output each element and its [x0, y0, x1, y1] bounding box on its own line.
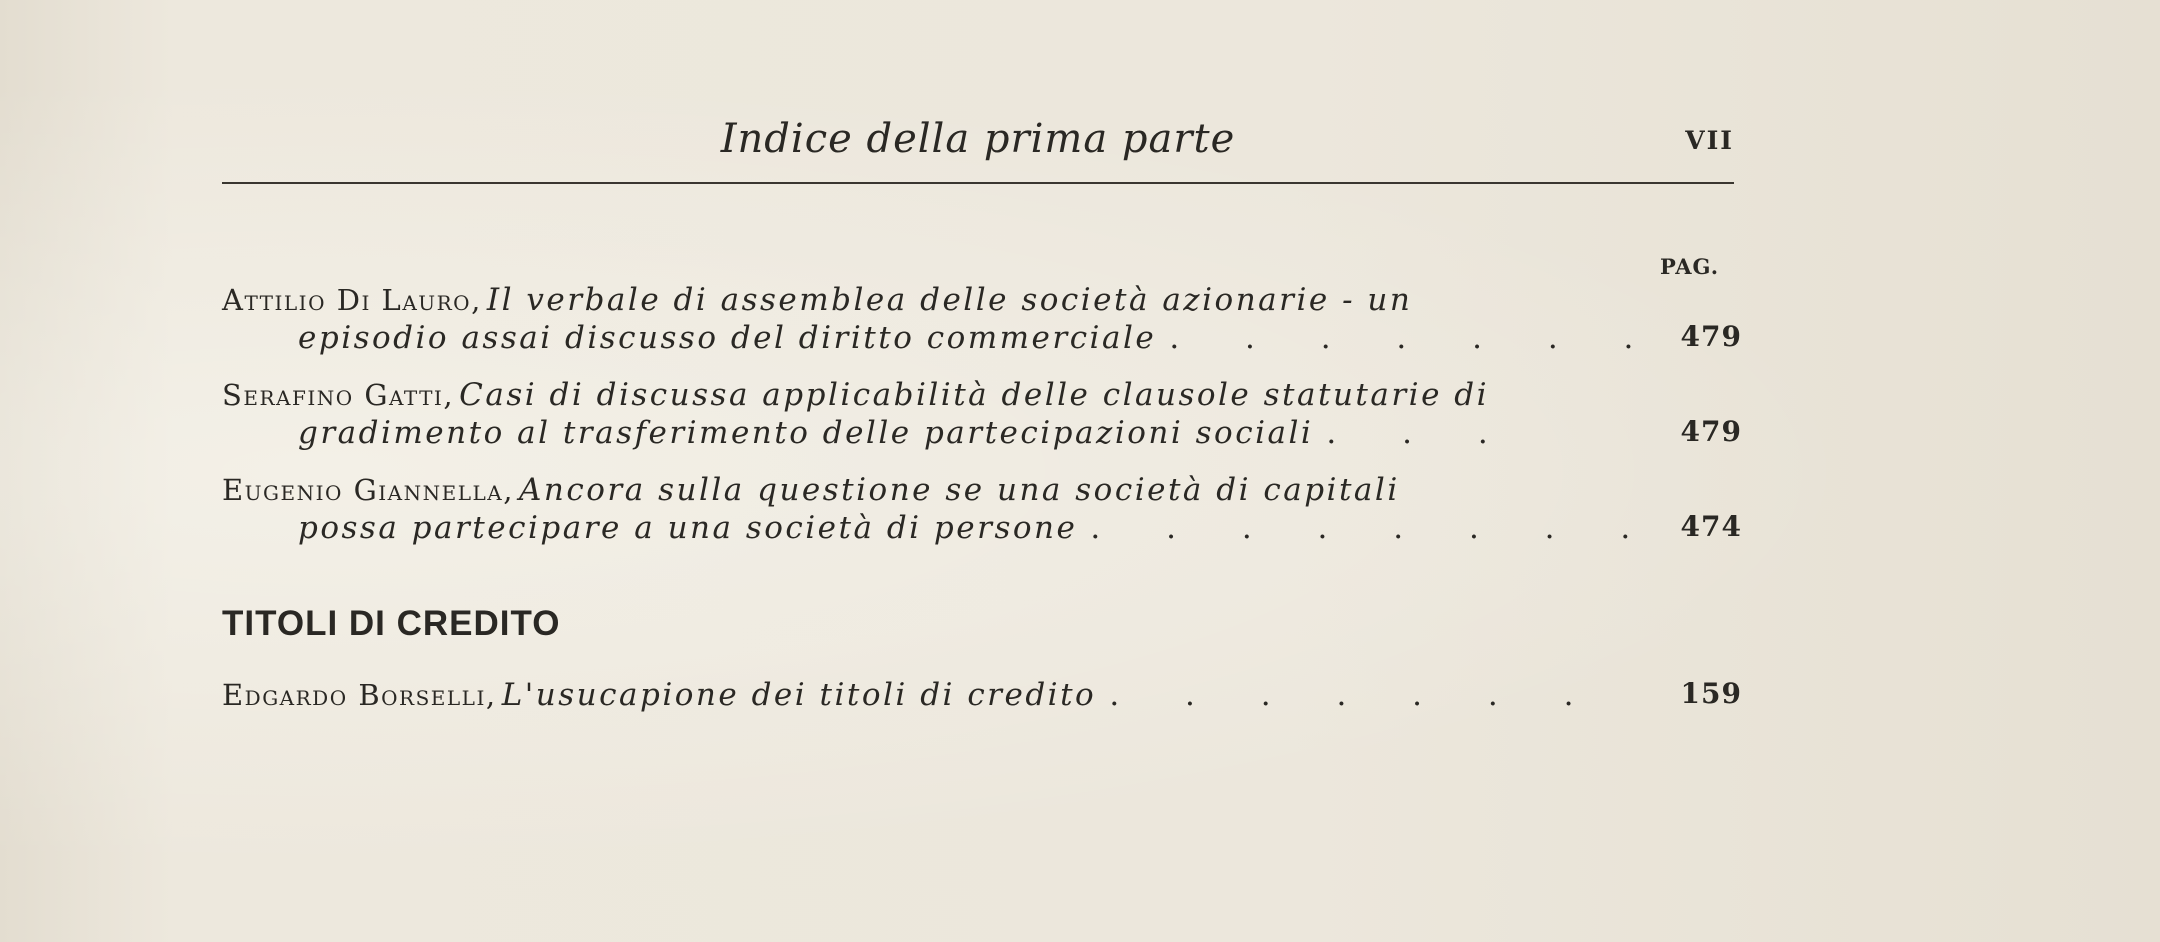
dot-leader: . . . . . . .	[1109, 677, 1602, 713]
entry-title: gradimento al trasferimento delle partecipazioni sociali	[298, 415, 1314, 451]
dot-leader: . . .	[1326, 415, 1516, 451]
index-entry	[222, 377, 1742, 453]
index-entry	[222, 472, 1742, 548]
entry-page-ref: 479	[1680, 320, 1742, 353]
dot-leader: . . . . . . . .	[1090, 510, 1659, 546]
entry-title: Il verbale di assemblea delle società azionarie - un	[486, 282, 1413, 318]
page-header	[222, 112, 1734, 174]
entry-page-ref: 479	[1680, 415, 1742, 448]
entry-author: Serafino Gatti,	[222, 378, 455, 412]
entry-title: Ancora sulla questione se una società di capitali	[519, 472, 1400, 508]
entry-line	[222, 320, 1742, 358]
entry-line	[222, 677, 1742, 715]
header-rule	[222, 182, 1734, 184]
section-heading: TITOLI DI CREDITO	[222, 604, 561, 643]
entry-line	[222, 415, 1742, 453]
entry-title: possa partecipare a una società di persone	[298, 510, 1078, 546]
running-title: Indice della prima parte	[720, 116, 1236, 162]
entry-title: L'usucapione dei titoli di credito	[501, 677, 1097, 713]
entry-page-ref: 159	[1680, 677, 1742, 710]
dot-leader: . . . . . . .	[1169, 320, 1662, 356]
entry-line	[222, 510, 1742, 548]
entry-title: Casi di discussa applicabilità delle clausole statutarie di	[459, 377, 1490, 413]
index-entry	[222, 677, 1742, 715]
entry-line	[222, 472, 1742, 510]
pag-column-label: PAG.	[1660, 254, 1720, 279]
entry-author: Eugenio Giannella,	[222, 473, 514, 507]
entry-line	[222, 282, 1742, 320]
entry-author: Edgardo Borselli,	[222, 678, 497, 712]
entry-author: Attilio Di Lauro,	[222, 283, 482, 317]
page-number: VII	[1685, 126, 1734, 155]
entry-page-ref: 474	[1680, 510, 1742, 543]
index-entry	[222, 282, 1742, 358]
entry-title: episodio assai discusso del diritto commerciale	[298, 320, 1157, 356]
entry-line	[222, 377, 1742, 415]
